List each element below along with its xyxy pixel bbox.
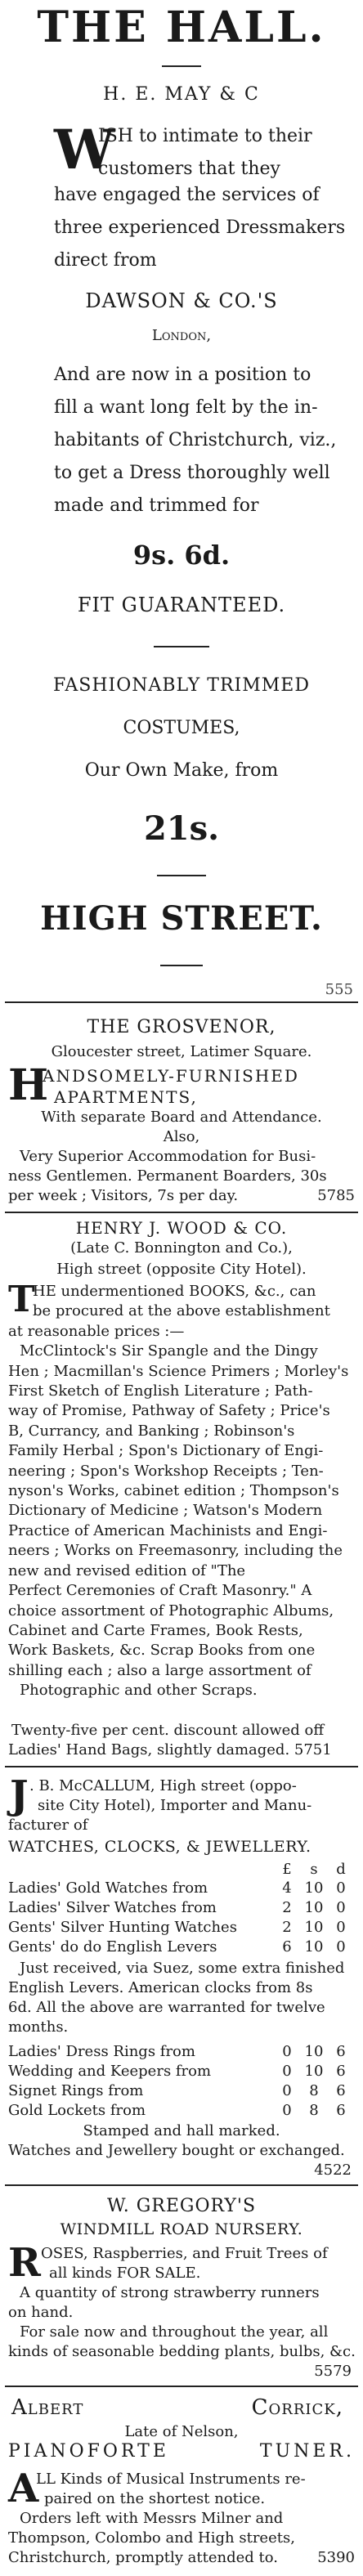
grosvenor-ref-number: 5785 [317, 1187, 355, 1204]
price-item: Ladies' Silver Watches from [8, 1899, 217, 1916]
price-item: Gents' Silver Hunting Watches [8, 1919, 237, 1936]
price-shillings: 8 [309, 2082, 319, 2099]
mccallum-mid-line: 6d. All the above are warranted for twelve [8, 1999, 325, 2016]
hall-own-make: Our Own Make, from [84, 760, 279, 781]
wood-title: HENRY J. WOOD & CO. [75, 1218, 288, 1238]
wood-book-line: new and revised edition of "The [8, 1561, 246, 1579]
hall-body-line-4: And are now in a position to [54, 365, 311, 385]
wood-discount-line-2: Ladies' Hand Bags, slightly damaged. 5751 [8, 1741, 332, 1758]
price-shillings: 10 [304, 1879, 324, 1897]
grosvenor-address: Gloucester street, Latimer Square. [51, 1043, 312, 1060]
mccallum-price-list-2 [8, 2042, 353, 2121]
wood-book-list [8, 1279, 355, 1701]
corrick-dropcap: A [8, 2466, 39, 2511]
price-shillings: 10 [304, 1938, 324, 1956]
hall-fashionably: FASHIONABLY TRIMMED [53, 675, 310, 696]
price-pence: 0 [336, 1919, 346, 1936]
price-amount [275, 2081, 353, 2101]
mccallum-line-2: site City Hotel), Importer and Manu- [38, 1797, 312, 1814]
hall-body-line-3: direct from [54, 250, 157, 271]
mccallum-line-1: . B. McCALLUM, High street (oppo- [29, 1777, 297, 1794]
price-pounds: 4 [282, 1879, 292, 1897]
price-pence: 6 [336, 2063, 346, 2080]
price-row [8, 1898, 353, 1918]
price-amount [275, 1938, 353, 1957]
hall-wish-line-1: ISH to intimate to their [98, 126, 312, 146]
hall-high-street: HIGH STREET. [40, 899, 323, 938]
hall-dawson: DAWSON & CO.'S [85, 289, 278, 312]
wood-book-line: neers ; Works on Freemasonry, including the [8, 1542, 343, 1560]
price-item: Gold Lockets from [8, 2102, 146, 2119]
gregory-line-5: For sale now and throughout the year, all [20, 2323, 329, 2341]
price-pence: 6 [336, 2043, 346, 2060]
corrick-late-of: Late of Nelson, [124, 2423, 239, 2440]
grosvenor-line-4: Also, [163, 1128, 200, 1145]
mccallum-price-list-1 [8, 1879, 353, 1957]
corrick-line-4: Thompson, Colombo and High streets, [8, 2529, 295, 2547]
hall-costumes: COSTUMES, [123, 718, 240, 738]
price-pounds: 6 [282, 1938, 292, 1956]
gregory-line-3: A quantity of strong strawberry runners [20, 2284, 320, 2301]
mccallum-divider [5, 2184, 358, 2186]
price-amount [275, 1879, 353, 1898]
hall-advertisement [0, 0, 363, 1177]
wood-divider [5, 1766, 358, 1767]
wood-book-line: nyson's Works, cabinet edition ; Thompson's [8, 1482, 339, 1500]
wood-book-line: Family Herbal ; Spon's Dictionary of Engi- [8, 1442, 324, 1460]
hall-body-line-6: habitants of Christchurch, viz., [54, 430, 337, 450]
currency-pence: d [336, 1861, 346, 1878]
wood-book-line: McClintock's Sir Spangle and the Dingy [20, 1342, 318, 1360]
mccallum-bought: Watches and Jewellery bought or exchanged. [8, 2142, 345, 2159]
mccallum-mid-line: months. [8, 2018, 69, 2036]
hall-ref-number: 555 [325, 981, 353, 998]
price-pounds: 0 [282, 2063, 292, 2080]
mccallum-ref-number: 4522 [314, 2162, 352, 2179]
gregory-divider [5, 2386, 358, 2387]
gregory-ref-number: 5579 [314, 2363, 352, 2380]
corrick-tuner-label: TUNER. [259, 2441, 355, 2462]
grosvenor-line-3: With separate Board and Attendance. [41, 1109, 322, 1126]
grosvenor-dropcap: H [8, 1060, 49, 1110]
wood-dropcap: T [8, 1279, 35, 1320]
price-amount [275, 2101, 353, 2121]
grosvenor-line-7-text: per week ; Visitors, 7s per day. [8, 1187, 239, 1204]
price-pounds: 0 [282, 2082, 292, 2099]
hall-london: London, [151, 327, 212, 344]
wood-book-line: Photographic and other Scraps. [20, 1682, 258, 1700]
hall-body-line-1: have engaged the services of [54, 185, 320, 205]
hall-title-rule [162, 65, 201, 67]
gregory-line-6: kinds of seasonable bedding plants, bulbs, &c. [8, 2343, 356, 2360]
corrick-pianoforte: PIANOFORTE [8, 2441, 169, 2462]
wood-book-line: HE undermentioned BOOKS, &c., can [33, 1283, 316, 1300]
price-row [8, 1879, 353, 1898]
hall-body-line-2: three experienced Dressmakers [54, 217, 346, 238]
wood-book-line: be procured at the above establishment [33, 1302, 330, 1320]
price-pounds: 0 [282, 2102, 292, 2119]
wood-book-line: Practice of American Machinists and Engi- [8, 1521, 328, 1539]
price-pence: 0 [336, 1899, 346, 1916]
currency-shillings: s [310, 1861, 318, 1878]
gregory-subtitle: WINDMILL ROAD NURSERY. [60, 2220, 303, 2238]
wood-book-line: choice assortment of Photographic Albums, [8, 1602, 334, 1620]
hall-price-dress: 9s. 6d. [132, 540, 231, 571]
price-pounds: 2 [282, 1899, 292, 1916]
mccallum-stamped: Stamped and hall marked. [83, 2122, 280, 2139]
grosvenor-title: THE GROSVENOR, [87, 1017, 276, 1037]
hall-mid-rule [154, 646, 209, 647]
price-pounds: 0 [282, 2043, 292, 2060]
corrick-line-1: LL Kinds of Musical Instruments re- [36, 2471, 306, 2488]
price-shillings: 8 [309, 2102, 319, 2119]
hall-body-line-8: made and trimmed for [54, 495, 259, 516]
hall-body-line-5: fill a want long felt by the in- [54, 397, 318, 418]
corrick-first-name: Albert [11, 2395, 84, 2420]
price-item: Signet Rings from [8, 2082, 144, 2099]
price-amount [275, 2062, 353, 2081]
hall-body-line-7: to get a Dress thoroughly well [54, 463, 330, 483]
price-item: Ladies' Dress Rings from [8, 2043, 195, 2060]
corrick-line-3: Orders left with Messrs Milner and [20, 2510, 284, 2527]
corrick-last-name: Corrick, [251, 2395, 343, 2420]
wood-book-line: shilling each ; also a large assortment of [8, 1661, 311, 1679]
price-amount [275, 2042, 353, 2062]
grosvenor-line-6: ness Gentlemen. Permanent Boarders, 30s [8, 1167, 327, 1185]
price-row [8, 2062, 353, 2081]
gregory-line-4: on hand. [8, 2304, 74, 2321]
mccallum-currency-header [275, 1861, 353, 1878]
grosvenor-line-2: APARTMENTS, [54, 1087, 198, 1107]
price-row [8, 2101, 353, 2121]
wood-book-line: Cabinet and Carte Frames, Book Rests, [8, 1621, 303, 1639]
price-shillings: 10 [304, 1899, 324, 1916]
price-item: Gents' do do English Levers [8, 1938, 217, 1956]
price-row [8, 2081, 353, 2101]
currency-pounds: £ [282, 1861, 292, 1878]
price-pence: 6 [336, 2102, 346, 2119]
corrick-ref-number: 5390 [317, 2549, 355, 2566]
hall-section-divider [5, 1001, 358, 1003]
hall-price-costume: 21s. [143, 809, 220, 848]
corrick-line-2: paired on the shortest notice. [44, 2490, 266, 2507]
wood-address: High street (opposite City Hotel). [56, 1261, 307, 1278]
grosvenor-divider [5, 1212, 358, 1213]
gregory-line-1: OSES, Raspberries, and Fruit Trees of [41, 2245, 328, 2262]
price-pence: 0 [336, 1879, 346, 1897]
price-shillings: 10 [304, 2043, 324, 2060]
price-pence: 6 [336, 2082, 346, 2099]
price-shillings: 10 [304, 2063, 324, 2080]
wood-book-line: way of Promise, Pathway of Safety ; Price's [8, 1402, 330, 1420]
mccallum-mid-text [8, 1959, 355, 2037]
wood-book-line: Hen ; Macmillan's Science Primers ; Morley's [8, 1362, 349, 1380]
hall-title: THE HALL. [37, 2, 326, 52]
price-row [8, 2042, 353, 2062]
wood-book-line: B, Currancy, and Banking ; Robinson's [8, 1422, 295, 1440]
price-amount [275, 1918, 353, 1938]
price-item: Ladies' Gold Watches from [8, 1879, 208, 1897]
wood-book-line: Dictionary of Medicine ; Watson's Modern [8, 1502, 323, 1520]
gregory-title: W. GREGORY'S [106, 2196, 257, 2216]
price-row [8, 1918, 353, 1938]
corrick-line-5 [8, 2549, 355, 2566]
price-row [8, 1938, 353, 1957]
price-amount [275, 1898, 353, 1918]
wood-book-line: First Sketch of English Literature ; Path- [8, 1382, 313, 1400]
mccallum-heading: WATCHES, CLOCKS, & JEWELLERY. [8, 1838, 311, 1856]
wood-subtitle: (Late C. Bonnington and Co.), [70, 1239, 293, 1257]
wood-discount-line-1: Twenty-five per cent. discount allowed off [11, 1722, 325, 1739]
wood-book-line: Perfect Ceremonies of Craft Masonry." A [8, 1582, 312, 1600]
gregory-line-2: all kinds FOR SALE. [49, 2265, 201, 2282]
price-item: Wedding and Keepers from [8, 2063, 212, 2080]
grosvenor-line-1: ANDSOMELY-FURNISHED [43, 1066, 299, 1086]
grosvenor-line-5: Very Superior Accommodation for Busi- [20, 1148, 316, 1165]
hall-fit-guaranteed: FIT GUARANTEED. [77, 594, 286, 616]
price-pounds: 2 [282, 1919, 292, 1936]
mccallum-mid-line: English Levers. American clocks from 8s [8, 1979, 313, 1996]
hall-wish-dropcap: W [54, 118, 115, 181]
hall-lower-rule [157, 875, 206, 876]
corrick-line-5-text: Christchurch, promptly attended to. [8, 2549, 278, 2566]
hall-wish-line-2: customers that they [98, 159, 280, 179]
price-pence: 0 [336, 1938, 346, 1956]
wood-book-line: neering ; Spon's Workshop Receipts ; Ten- [8, 1462, 324, 1480]
mccallum-mid-line: Just received, via Suez, some extra finished [20, 1960, 345, 1977]
gregory-dropcap: R [8, 2240, 41, 2286]
hall-bottom-rule [160, 965, 203, 966]
wood-book-line: at reasonable prices :— [8, 1322, 185, 1340]
mccallum-line-3: facturer of [8, 1817, 88, 1834]
grosvenor-line-7 [8, 1187, 355, 1204]
price-shillings: 10 [304, 1919, 324, 1936]
hall-proprietor: H. E. MAY & C [103, 84, 260, 105]
wood-book-line: Work Baskets, &c. Scrap Books from one [8, 1642, 316, 1660]
mccallum-dropcap: J [10, 1772, 29, 1818]
